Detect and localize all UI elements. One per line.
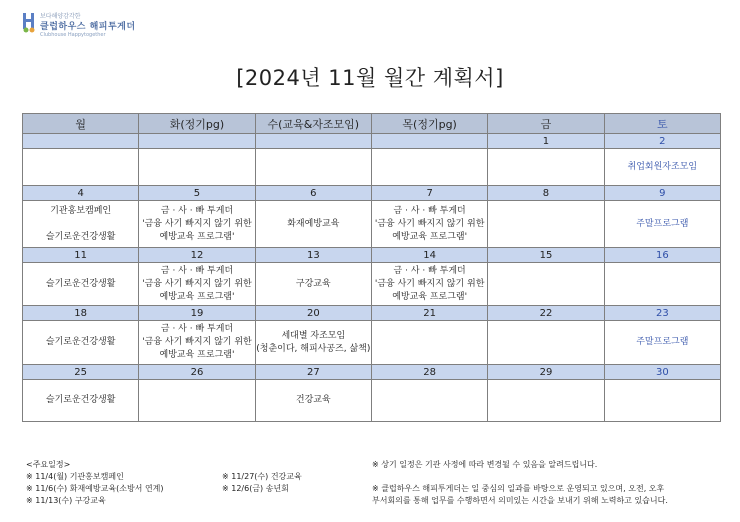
- event-cell-monday: [23, 201, 139, 248]
- event-cell-thursday: [371, 263, 487, 306]
- date-cell-friday: 22: [488, 306, 604, 321]
- content-row-week-1: [23, 149, 721, 186]
- logo-english-text: Clubhouse Happytogether: [40, 32, 106, 38]
- event-text: 슬기로운건강생활: [45, 395, 116, 405]
- date-cell-thursday: 21: [371, 306, 487, 321]
- date-cell-saturday: 9: [604, 186, 720, 201]
- event-cell-friday: [488, 201, 604, 248]
- event-cell-saturday: [604, 149, 720, 186]
- date-cell-tuesday: 5: [139, 186, 255, 201]
- event-text: 금 · 사 · 빠 투게더: [160, 205, 234, 216]
- date-cell-monday: 4: [23, 186, 139, 201]
- notes-key-schedule: [26, 459, 164, 507]
- date-cell-wednesday: 6: [255, 186, 371, 201]
- date-cell-friday: 29: [488, 365, 604, 380]
- event-cell-wednesday: [255, 263, 371, 306]
- notes-key-schedule-continued: [222, 471, 302, 495]
- event-cell-tuesday: [139, 201, 255, 248]
- date-cell-friday: 1: [488, 134, 604, 149]
- event-cell-friday: [488, 263, 604, 306]
- event-text: 예방교육 프로그램': [159, 231, 235, 242]
- event-cell-monday: [23, 263, 139, 306]
- event-text: 예방교육 프로그램': [392, 231, 468, 242]
- event-cell-saturday: [604, 263, 720, 306]
- event-text: 취업회원자조모임: [627, 161, 698, 172]
- event-text: 예방교육 프로그램': [159, 291, 235, 302]
- header-saturday: 토: [604, 114, 720, 134]
- event-cell-saturday: [604, 201, 720, 248]
- event-text: 건강교육: [295, 395, 331, 405]
- date-cell-wednesday: 13: [255, 248, 371, 263]
- note-line: [372, 471, 724, 483]
- header-wednesday: 수(교육&자조모임): [255, 114, 371, 134]
- date-row-week-4: [23, 306, 721, 321]
- event-cell-wednesday: [255, 321, 371, 365]
- event-text: 슬기로운건강생활: [45, 337, 116, 347]
- content-row-week-5: [23, 380, 721, 422]
- event-cell-wednesday: [255, 149, 371, 186]
- date-cell-saturday: 2: [604, 134, 720, 149]
- event-cell-tuesday: [139, 149, 255, 186]
- note-line: ※ 11/27(수) 건강교육: [222, 472, 302, 481]
- date-cell-tuesday: 12: [139, 248, 255, 263]
- event-cell-monday: [23, 149, 139, 186]
- date-row-week-3: [23, 248, 721, 263]
- date-cell-thursday: 7: [371, 186, 487, 201]
- event-text: '금융 사기 빠지지 않기 위한: [142, 218, 252, 229]
- date-cell-wednesday: [255, 134, 371, 149]
- date-cell-monday: 25: [23, 365, 139, 380]
- note-line: ※ 11/4(월) 기관홍보캠페인: [26, 472, 124, 481]
- event-cell-wednesday: [255, 201, 371, 248]
- event-cell-thursday: [371, 149, 487, 186]
- logo-main-text: 클럽하우스 해피투게더: [40, 22, 136, 32]
- event-text: 예방교육 프로그램': [392, 291, 468, 302]
- date-cell-wednesday: 27: [255, 365, 371, 380]
- event-cell-monday: [23, 380, 139, 422]
- note-line: 부서회의를 통해 업무를 수행하면서 의미있는 시간을 보내기 위해 노력하고 있습니다.: [372, 496, 668, 505]
- event-cell-tuesday: [139, 380, 255, 422]
- header-thursday: 목(정기pg): [371, 114, 487, 134]
- content-row-week-3: [23, 263, 721, 306]
- date-cell-tuesday: 19: [139, 306, 255, 321]
- content-row-week-2: [23, 201, 721, 248]
- event-cell-friday: [488, 321, 604, 365]
- event-cell-thursday: [371, 321, 487, 365]
- event-text: '금융 사기 빠지지 않기 위한: [142, 337, 252, 347]
- event-text: [23, 218, 138, 231]
- event-cell-wednesday: [255, 380, 371, 422]
- event-text: 슬기로운건강생활: [45, 278, 116, 289]
- date-cell-tuesday: 26: [139, 365, 255, 380]
- event-text: (청춘이다, 해피사공즈, 삶책): [256, 343, 371, 354]
- event-text: 슬기로운건강생활: [45, 231, 116, 242]
- event-cell-thursday: [371, 201, 487, 248]
- notes-disclaimer: [372, 459, 724, 507]
- header-tuesday: 화(정기pg): [139, 114, 255, 134]
- note-line: ※ 11/13(수) 구강교육: [26, 496, 106, 505]
- date-cell-saturday: 16: [604, 248, 720, 263]
- event-text: 예방교육 프로그램': [159, 350, 235, 360]
- date-row-week-1: [23, 134, 721, 149]
- date-cell-thursday: [371, 134, 487, 149]
- note-line: ※ 상기 일정은 기관 사정에 따라 변경될 수 있음을 알려드립니다.: [372, 460, 598, 469]
- logo-small-text: 보다해양감각한: [40, 13, 81, 20]
- event-cell-tuesday: [139, 321, 255, 365]
- note-line: ※ 12/6(금) 송년회: [222, 484, 289, 493]
- date-cell-wednesday: 20: [255, 306, 371, 321]
- event-text: '금융 사기 빠지지 않기 위한: [142, 278, 252, 289]
- header-monday: 월: [23, 114, 139, 134]
- content-row-week-4: [23, 321, 721, 365]
- page-title: [2024년 11월 월간 계획서]: [236, 66, 504, 90]
- note-line: <주요일정>: [26, 460, 71, 469]
- note-line: ※ 11/6(수) 화재예방교육(소방서 연계): [26, 484, 164, 493]
- house-logo-icon: [22, 11, 36, 33]
- event-text: 금 · 사 · 빠 투게더: [393, 265, 466, 276]
- event-text: 금 · 사 · 빠 투게더: [393, 205, 466, 216]
- monthly-calendar-table: [22, 113, 721, 422]
- event-text: 주말프로그램: [636, 337, 689, 347]
- organization-logo: [22, 9, 172, 39]
- date-cell-friday: 8: [488, 186, 604, 201]
- note-line: ※ 클럽하우스 해피투게더는 일 중심의 일과를 바탕으로 운영되고 있으며, 오전, 오후: [372, 484, 665, 493]
- date-cell-saturday: 23: [604, 306, 720, 321]
- date-row-week-5: [23, 365, 721, 380]
- event-cell-tuesday: [139, 263, 255, 306]
- date-cell-thursday: 14: [371, 248, 487, 263]
- event-text: 세대별 자조모임: [281, 330, 346, 341]
- date-cell-saturday: 30: [604, 365, 720, 380]
- event-text: 구강교육: [295, 278, 331, 289]
- event-cell-thursday: [371, 380, 487, 422]
- date-cell-monday: [23, 134, 139, 149]
- calendar-body: [23, 134, 721, 422]
- event-text: 화재예방교육: [287, 218, 340, 229]
- date-cell-monday: 18: [23, 306, 139, 321]
- event-text: '금융 사기 빠지지 않기 위한: [374, 218, 485, 229]
- event-text: '금융 사기 빠지지 않기 위한: [374, 278, 485, 289]
- event-cell-monday: [23, 321, 139, 365]
- event-cell-friday: [488, 149, 604, 186]
- date-cell-monday: 11: [23, 248, 139, 263]
- weekday-header-row: [23, 114, 721, 134]
- event-cell-saturday: [604, 321, 720, 365]
- event-cell-saturday: [604, 380, 720, 422]
- date-cell-tuesday: [139, 134, 255, 149]
- event-text: 기관홍보캠페인: [50, 205, 112, 216]
- event-text: 금 · 사 · 빠 투게더: [160, 265, 234, 276]
- date-cell-thursday: 28: [371, 365, 487, 380]
- event-cell-friday: [488, 380, 604, 422]
- header-friday: 금: [488, 114, 604, 134]
- date-row-week-2: [23, 186, 721, 201]
- date-cell-friday: 15: [488, 248, 604, 263]
- event-text: 주말프로그램: [636, 218, 689, 229]
- event-text: 금 · 사 · 빠 투게더: [160, 324, 234, 334]
